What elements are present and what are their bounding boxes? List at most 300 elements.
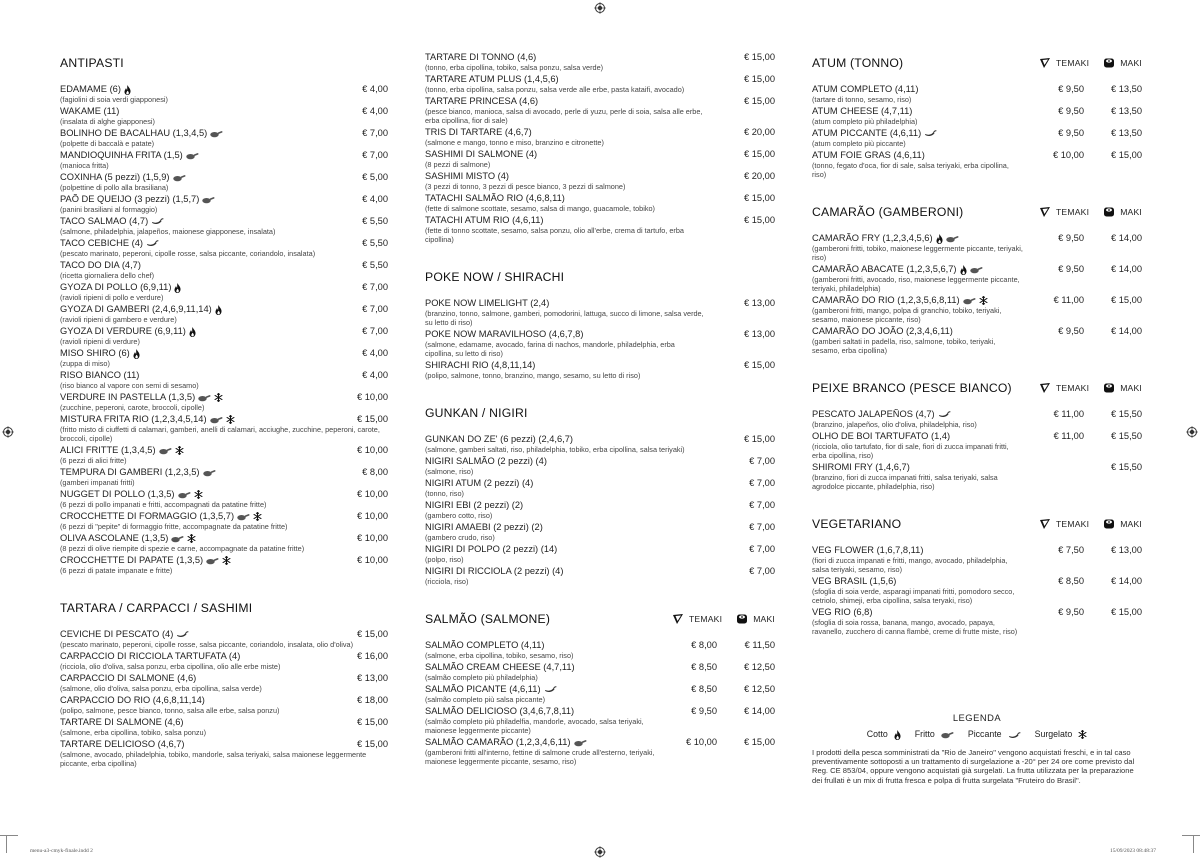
menu-item <box>812 295 1142 324</box>
menu-item-price: € 18,00 <box>356 695 388 705</box>
menu-item-row <box>425 74 775 85</box>
menu-item-name-wrap <box>60 445 318 456</box>
menu-item <box>60 511 388 531</box>
menu-item-name: ATUM FOIE GRAS (4,6,11) <box>812 150 925 160</box>
menu-item-row <box>60 629 388 640</box>
menu-item-name-wrap <box>60 260 318 271</box>
price-maki: € 15,50 <box>1110 431 1142 441</box>
menu-item-description: (fagiolini di soia verdi giapponesi) <box>60 95 168 104</box>
menu-item-name-wrap <box>60 194 318 205</box>
menu-item-name-wrap <box>60 282 318 293</box>
menu-item-row <box>60 511 388 522</box>
legend-note: I prodotti della pesca somministrati da "Rio de Janeiro" vengono acquistati freschi, e in tal caso preventivamente sottoposti a un trattamento di surgelazione a -20° per 24 ore come previsto dal Reg. CE 853/04, oppure vengono acquistati già surgelati. La frutta utilizzata per la preparazione dei frullati è un mix di frutta fresca e polpa di frutta surgelata "Fruteiro do Brasil". <box>812 747 1135 785</box>
menu-item-description: (gamberi impanati fritti) <box>60 478 135 487</box>
menu-item-name-wrap <box>60 651 318 662</box>
menu-item-name: GYOZA DI GAMBERI (2,4,6,9,11,14) <box>60 304 212 314</box>
menu-item-name: SHIRACHI RIO (4,8,11,14) <box>425 360 536 370</box>
menu-item-name: TARTARE ATUM PLUS (1,4,5,6) <box>425 74 559 84</box>
maki-icon <box>1103 206 1115 218</box>
price-temaki: € 11,00 <box>1053 431 1084 441</box>
menu-item-name-wrap <box>425 127 705 138</box>
menu-item-description: (atum completo più piccante) <box>812 139 906 148</box>
menu-item <box>60 150 388 170</box>
menu-item <box>425 737 775 766</box>
price-temaki: € 7,50 <box>1058 545 1084 555</box>
menu-item-name: COXINHA (5 pezzi) (1,5,9) <box>60 172 170 182</box>
peixe-list <box>812 409 1142 491</box>
menu-item <box>812 431 1142 460</box>
column-headers <box>658 608 775 630</box>
menu-item-name-wrap <box>812 128 1024 139</box>
frying-pan-icon <box>159 447 172 455</box>
menu-item-name-wrap <box>425 456 705 467</box>
menu-item-description: (salmone, gamberi saltati, riso, philadelphia, tobiko, erba cipollina, salsa teriyaki) <box>425 445 685 454</box>
menu-item-name: CROCCHETTE DI PAPATE (1,3,5) <box>60 555 204 565</box>
menu-item-name-wrap <box>425 329 705 340</box>
menu-item-description: (pescato marinato, peperoni, cipolle rosse, salsa piccante, coriandolo, insalata, olio d'oliva) <box>60 640 354 649</box>
column-headers <box>1025 377 1142 399</box>
price-maki: € 15,00 <box>1110 607 1142 617</box>
menu-item-row <box>812 233 1142 244</box>
menu-item-description: (salmone, philadelphia, jalapeños, maionese giapponese, insalata) <box>60 227 276 236</box>
menu-item-name: TARTARE DI SALMONE (4,6) <box>60 717 184 727</box>
menu-item-description: (polpo, riso) <box>425 555 464 564</box>
price-maki: € 11,50 <box>744 640 775 650</box>
menu-item-name-wrap <box>425 684 657 695</box>
menu-item-row <box>60 216 388 227</box>
price-maki: € 15,00 <box>1110 295 1142 305</box>
menu-item-price: € 10,00 <box>356 533 388 543</box>
menu-item-name: TARTARE DELICIOSO (4,6,7) <box>60 739 185 749</box>
menu-item-name: WAKAME (11) <box>60 106 120 116</box>
price-maki: € 14,00 <box>1110 576 1142 586</box>
menu-item-description: (ricciola, olio tartufato, fior di sale, fiori di zucca impanati fritti, erba cipollina, riso) <box>812 442 1009 460</box>
maki-header <box>1103 52 1142 74</box>
menu-item-name-wrap <box>812 264 1024 275</box>
flame-icon <box>174 283 181 293</box>
menu-item-row <box>60 533 388 544</box>
menu-item-name: VEG RIO (6,8) <box>812 607 873 617</box>
price-maki: € 15,00 <box>1110 150 1142 160</box>
maki-label: MAKI <box>1120 207 1142 217</box>
section-title-salmao-text: SALMÃO (SALMONE) <box>425 612 551 626</box>
menu-item-name-wrap <box>425 193 705 204</box>
crop-mark <box>6 835 7 853</box>
menu-item-price: € 13,00 <box>356 673 388 683</box>
menu-item <box>60 673 388 693</box>
menu-item-description: (pescato marinato, peperoni, cipolle rosse, salsa piccante, coriandolo, insalata) <box>60 249 316 258</box>
menu-item-row <box>425 360 775 371</box>
menu-item <box>60 260 388 280</box>
menu-item-description: (gamberi saltati in padella, riso, salmone, tobiko, teriyaki, sesamo, erba cipollina) <box>812 337 996 355</box>
menu-item-name-wrap <box>60 555 318 566</box>
menu-item-name: EDAMAME (6) <box>60 84 121 94</box>
column-right <box>812 52 1142 638</box>
menu-item-name: PAÕ DE QUEIJO (3 pezzi) (1,5,7) <box>60 194 200 204</box>
frying-pan-icon <box>206 557 219 565</box>
menu-item-name-wrap <box>60 370 318 381</box>
menu-item-name-wrap <box>425 500 705 511</box>
maki-header <box>1103 513 1142 535</box>
menu-item-description: (gambero crudo, riso) <box>425 533 495 542</box>
flame-icon <box>936 234 943 244</box>
menu-item-name-wrap <box>812 84 1024 95</box>
menu-item-row <box>425 96 775 107</box>
snowflake-icon <box>226 415 235 424</box>
menu-item-name: MISTURA FRITA RIO (1,2,3,4,5,14) <box>60 414 207 424</box>
legend-item-piccante <box>968 729 1021 739</box>
menu-item-row <box>60 348 388 359</box>
section-title-vegetariano <box>812 513 1142 535</box>
legend-label-fritto: Fritto <box>914 729 935 740</box>
menu-item-description: (sfoglia di soia rossa, banana, mango, avocado, papaya, ravanello, zucchero di canna flambè, creme di frutte miste, riso) <box>812 618 1018 636</box>
menu-item-name-wrap <box>812 295 1024 306</box>
price-temaki: € 9,50 <box>691 706 717 716</box>
menu-item-price: € 5,00 <box>362 172 388 182</box>
chili-pepper-icon <box>544 686 557 693</box>
menu-item-name: TACO SALMAO (4,7) <box>60 216 149 226</box>
menu-item-description: (atum completo più philadelphia) <box>812 117 918 126</box>
menu-item-price: € 5,50 <box>362 260 388 270</box>
menu-item-row <box>812 545 1142 556</box>
temaki-header <box>1039 513 1089 535</box>
frying-pan-icon <box>203 469 216 477</box>
temaki-header <box>1039 377 1089 399</box>
menu-item-description: (6 pezzi di patate impanate e fritte) <box>60 566 173 575</box>
price-temaki: € 10,00 <box>685 737 717 747</box>
menu-item-row <box>60 282 388 293</box>
price-maki: € 12,50 <box>743 662 775 672</box>
section-title-peixe-text: PEIXE BRANCO (PESCE BIANCO) <box>812 381 1012 395</box>
chili-pepper-icon <box>151 218 164 225</box>
menu-item <box>812 607 1142 636</box>
menu-item-description: (gambero cotto, riso) <box>425 511 493 520</box>
column-headers <box>1025 52 1142 74</box>
price-maki: € 14,00 <box>743 706 775 716</box>
price-maki: € 15,50 <box>1110 409 1142 419</box>
menu-item-price: € 15,00 <box>743 149 775 159</box>
menu-item-price: € 15,00 <box>356 739 388 749</box>
menu-item-name-wrap <box>60 673 318 684</box>
menu-item-name-wrap <box>60 304 318 315</box>
menu-item-price: € 7,00 <box>362 282 388 292</box>
section-title-camarao-text: CAMARÃO (GAMBERONI) <box>812 205 964 219</box>
menu-item-row <box>425 171 775 182</box>
menu-item-description: (salmone, edamame, avocado, farina di nachos, mandorle, philadelphia, erba cipollina, su letto di riso) <box>425 340 675 358</box>
snowflake-icon <box>175 446 184 455</box>
menu-item-name-wrap <box>425 706 657 717</box>
menu-item <box>812 326 1142 355</box>
maki-icon <box>736 613 748 625</box>
menu-item-name-wrap <box>812 462 1024 473</box>
price-temaki: € 9,50 <box>1058 326 1084 336</box>
menu-item-description: (salmone, erba cipollina, tobiko, sesamo, riso) <box>425 651 574 660</box>
menu-item <box>425 478 775 498</box>
maki-header <box>736 608 775 630</box>
registration-mark-icon <box>594 846 606 858</box>
menu-item-name-wrap <box>812 431 1024 442</box>
price-maki: € 13,00 <box>1110 545 1142 555</box>
menu-item-name-wrap <box>60 629 318 640</box>
menu-item-name: GUNKAN DO ZE' (6 pezzi) (2,4,6,7) <box>425 434 573 444</box>
menu-item-name-wrap <box>60 695 318 706</box>
menu-item-name: TACO CEBICHE (4) <box>60 238 143 248</box>
legend-item-fritto <box>915 729 954 739</box>
salmao-list <box>425 640 775 766</box>
maki-icon <box>1103 382 1115 394</box>
menu-item <box>425 684 775 704</box>
menu-item-price: € 15,00 <box>743 434 775 444</box>
menu-item-description: (branzino, tonno, salmone, gamberi, pomodorini, lattuga, succo di limone, salsa verde, su letto di riso) <box>425 309 704 327</box>
temaki-icon <box>1039 206 1051 218</box>
price-maki: € 13,50 <box>1110 84 1142 94</box>
menu-item-name-wrap <box>425 52 705 63</box>
registration-mark-icon <box>2 426 14 438</box>
menu-item-name-wrap <box>60 106 318 117</box>
menu-item-name: NIGIRI EBI (2 pezzi) (2) <box>425 500 524 510</box>
menu-item <box>425 544 775 564</box>
menu-item-description: (ricciola, riso) <box>425 577 469 586</box>
menu-item <box>60 445 388 465</box>
menu-item-row <box>60 172 388 183</box>
menu-item-row <box>425 544 775 555</box>
menu-item-price: € 15,00 <box>743 74 775 84</box>
menu-item <box>60 326 388 346</box>
legend-label-surgelato: Surgelato <box>1034 729 1073 740</box>
menu-item <box>60 84 388 104</box>
menu-item-name: NIGIRI SALMÃO (2 pezzi) (4) <box>425 456 547 466</box>
menu-item <box>812 545 1142 574</box>
menu-item <box>425 500 775 520</box>
flame-icon <box>124 85 131 95</box>
price-maki: € 12,50 <box>743 684 775 694</box>
menu-item-name-wrap <box>425 74 705 85</box>
menu-item-description: (8 pezzi di salmone) <box>425 160 491 169</box>
price-maki: € 13,50 <box>1110 106 1142 116</box>
maki-header <box>1103 201 1142 223</box>
menu-item <box>60 717 388 737</box>
price-temaki: € 11,00 <box>1053 409 1084 419</box>
price-maki: € 15,00 <box>743 737 775 747</box>
maki-icon <box>1103 57 1115 69</box>
menu-item-row <box>425 478 775 489</box>
menu-item-name: CAMARÃO DO RIO (1,2,3,5,6,8,11) <box>812 295 960 305</box>
price-maki: € 13,50 <box>1110 128 1142 138</box>
flame-icon <box>133 349 140 359</box>
menu-item <box>812 264 1142 293</box>
menu-item <box>812 462 1142 491</box>
chili-pepper-icon <box>146 240 159 247</box>
menu-item <box>425 522 775 542</box>
snowflake-icon <box>1078 730 1087 739</box>
menu-item-name: TRIS DI TARTARE (4,6,7) <box>425 127 532 137</box>
gunkan-list <box>425 434 775 586</box>
menu-item-price: € 10,00 <box>356 445 388 455</box>
menu-item-name: CAMARÃO DO JOÃO (2,3,4,6,11) <box>812 326 953 336</box>
menu-item-name: NIGIRI AMAEBI (2 pezzi) (2) <box>425 522 543 532</box>
menu-item <box>425 662 775 682</box>
menu-item-price: € 5,50 <box>362 216 388 226</box>
menu-item-row <box>60 467 388 478</box>
menu-item <box>812 106 1142 126</box>
maki-label: MAKI <box>1120 58 1142 68</box>
menu-item-row <box>812 264 1142 275</box>
menu-item-description: (manioca fritta) <box>60 161 109 170</box>
menu-item <box>425 215 775 244</box>
antipasti-list <box>60 84 388 575</box>
menu-item-row <box>60 717 388 728</box>
menu-item-price: € 7,00 <box>362 326 388 336</box>
section-title-atum-text: ATUM (TONNO) <box>812 56 904 70</box>
poke-list <box>425 298 775 380</box>
section-title-tartara: TARTARA / CARPACCI / SASHIMI <box>60 601 253 615</box>
maki-label: MAKI <box>1120 519 1142 529</box>
menu-item-name: SALMÃO CAMARÃO (1,2,3,4,6,11) <box>425 737 571 747</box>
crop-mark <box>0 835 18 836</box>
menu-item-description: (6 pezzi di pollo impanati e fritti, accompagnati da patatine fritte) <box>60 500 267 509</box>
menu-item-description: (salmone, erba cipollina, tobiko, salsa ponzu) <box>60 728 207 737</box>
menu-item <box>812 409 1142 429</box>
menu-item-name-wrap <box>812 409 1024 420</box>
menu-item-row <box>60 260 388 271</box>
menu-item-name-wrap <box>60 467 318 478</box>
frying-pan-icon <box>186 152 199 160</box>
menu-item-description: (tonno, riso) <box>425 489 464 498</box>
menu-item-name-wrap <box>60 533 318 544</box>
menu-item-price: € 4,00 <box>362 84 388 94</box>
menu-item-description: (gamberoni fritti all'interno, fettine di salmone crude all'esterno, teriyaki, maionese leggermente piccante, sesamo, riso) <box>425 748 655 766</box>
menu-item-price: € 15,00 <box>743 360 775 370</box>
menu-item-price: € 15,00 <box>356 414 388 424</box>
menu-item-row <box>812 462 1142 473</box>
menu-item-name: SASHIMI MISTO (4) <box>425 171 510 181</box>
menu-item-name-wrap <box>60 511 318 522</box>
price-temaki: € 8,50 <box>691 662 717 672</box>
menu-item-description: (6 pezzi di alici fritte) <box>60 456 127 465</box>
menu-item-name-wrap <box>812 545 1024 556</box>
menu-item-name: CARPACCIO DI RICCIOLA TARTUFATA (4) <box>60 651 241 661</box>
menu-item-name-wrap <box>425 566 705 577</box>
menu-item-name-wrap <box>60 326 318 337</box>
menu-item-row <box>425 329 775 340</box>
price-temaki: € 9,50 <box>1058 84 1084 94</box>
menu-item-name: BOLINHO DE BACALHAU (1,3,4,5) <box>60 128 208 138</box>
menu-item-description: (insalata di alghe giapponesi) <box>60 117 155 126</box>
menu-item-description: (polipo, salmone, tonno, branzino, mango, sesamo, su letto di riso) <box>425 371 641 380</box>
menu-item-name-wrap <box>425 96 705 107</box>
menu-item-price: € 20,00 <box>743 127 775 137</box>
menu-item <box>60 304 388 324</box>
menu-item-description: (riso bianco al vapore con semi di sesamo) <box>60 381 199 390</box>
menu-item <box>425 127 775 147</box>
menu-item-name-wrap <box>425 215 705 226</box>
flame-icon <box>189 327 196 337</box>
menu-item <box>60 370 388 390</box>
menu-item-description: (salmão completo più philadelfia, mandorle, avocado, salsa teriyaki, maionese leggermente piccante) <box>425 717 644 735</box>
menu-item-row <box>425 522 775 533</box>
menu-item-description: (ravioli ripieni di pollo e verdure) <box>60 293 164 302</box>
menu-item-description: (fritto misto di ciuffetti di calamari, gamberi, anelli di calamari, acciughe, zucchine, peperoni, carote, broccoli, cipolle) <box>60 425 380 443</box>
menu-item-description: (salmone e mango, tonno e miso, branzino e citronette) <box>425 138 604 147</box>
menu-item <box>425 171 775 191</box>
crop-mark <box>1182 835 1200 836</box>
menu-item-price: € 13,00 <box>743 329 775 339</box>
menu-item-price: € 7,00 <box>362 128 388 138</box>
menu-item-row <box>425 500 775 511</box>
menu-item-name-wrap <box>60 739 318 750</box>
section-title-poke: POKE NOW / SHIRACHI <box>425 270 565 284</box>
menu-item-name-wrap <box>812 233 1024 244</box>
section-title-camarao <box>812 201 1142 223</box>
menu-item <box>425 456 775 476</box>
camarao-list <box>812 233 1142 355</box>
menu-item <box>60 629 388 649</box>
menu-item-price: € 10,00 <box>356 511 388 521</box>
menu-item-row <box>60 304 388 315</box>
menu-item-row <box>60 128 388 139</box>
menu-item-row <box>60 739 388 750</box>
menu-item-description: (fiori di zucca impanati e fritti, mango, avocado, philadelphia, salsa teriyaki, sesamo, riso) <box>812 556 1008 574</box>
menu-item-price: € 10,00 <box>356 489 388 499</box>
menu-item-description: (pesce bianco, manioca, salsa di avocado, perle di yuzu, perle di soia, salsa alle erbe, erba cipollina, fior di sale) <box>425 107 703 125</box>
menu-item-name: GYOZA DI VERDURE (6,9,11) <box>60 326 186 336</box>
price-temaki: € 8,50 <box>1058 576 1084 586</box>
menu-item-name: CEVICHE DI PESCATO (4) <box>60 629 174 639</box>
registration-mark-icon <box>1186 426 1198 438</box>
price-maki: € 14,00 <box>1110 233 1142 243</box>
menu-item-row <box>812 106 1142 117</box>
frying-pan-icon <box>237 513 250 521</box>
temaki-header <box>1039 201 1089 223</box>
footer-file: menu-a3-cmyk-finale.indd 2 <box>30 848 93 854</box>
menu-item-name-wrap <box>425 434 705 445</box>
menu-item <box>60 238 388 258</box>
temaki-label: TEMAKI <box>1055 58 1090 68</box>
menu-item-row <box>60 106 388 117</box>
menu-item <box>60 467 388 487</box>
menu-item-price: € 7,00 <box>749 500 775 510</box>
menu-item-name: NIGIRI ATUM (2 pezzi) (4) <box>425 478 534 488</box>
menu-item-description: (zucchine, peperoni, carote, broccoli, cipolle) <box>60 403 205 412</box>
price-temaki: € 9,50 <box>1058 128 1084 138</box>
menu-item <box>60 128 388 148</box>
menu-item-price: € 7,00 <box>749 478 775 488</box>
menu-item-price: € 16,00 <box>356 651 388 661</box>
menu-item <box>60 172 388 192</box>
menu-item-description: (tonno, erba cipollina, tobiko, salsa ponzu, salsa verde) <box>425 63 604 72</box>
frying-pan-icon <box>198 394 211 402</box>
price-temaki: € 9,50 <box>1058 607 1084 617</box>
menu-item-price: € 10,00 <box>356 555 388 565</box>
section-title-antipasti: ANTIPASTI <box>60 56 124 70</box>
menu-item-name: SALMÃO CREAM CHEESE (4,7,11) <box>425 662 575 672</box>
price-temaki: € 8,00 <box>691 640 717 650</box>
menu-item-description: (ricciola, olio d'oliva, salsa ponzu, erba cipollina, olio alle erbe miste) <box>60 662 281 671</box>
crop-mark <box>1193 835 1194 853</box>
menu-item-name-wrap <box>425 544 705 555</box>
menu-item <box>60 414 388 443</box>
menu-item-name-wrap <box>812 607 1024 618</box>
menu-item-name: TACO DO DIA (4,7) <box>60 260 141 270</box>
menu-item <box>425 193 775 213</box>
price-maki: € 14,00 <box>1110 264 1142 274</box>
frying-pan-icon <box>173 174 186 182</box>
menu-item-row <box>812 576 1142 587</box>
frying-pan-icon <box>178 491 191 499</box>
menu-item-price: € 7,00 <box>362 150 388 160</box>
frying-pan-icon <box>946 235 959 243</box>
tartara-list <box>60 629 388 768</box>
